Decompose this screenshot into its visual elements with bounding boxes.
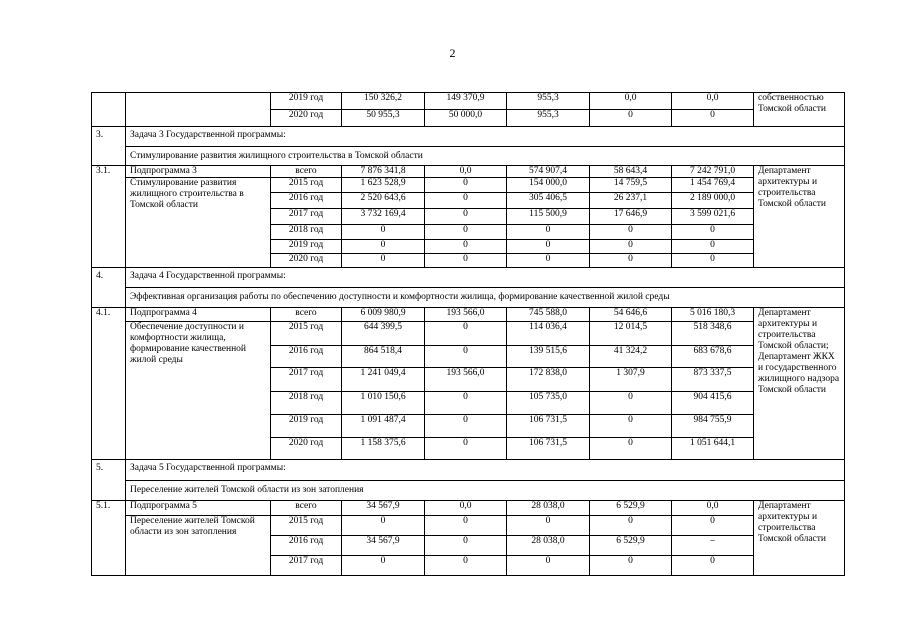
amount-cell: 115 500,9 [507,209,590,225]
amount-cell: 7 876 341,8 [342,166,425,178]
amount-cell: 114 036,4 [507,322,590,346]
year-cell: 2017 год [271,209,342,225]
amount-cell: 574 907,4 [507,166,590,178]
amount-cell: 193 566,0 [425,308,507,322]
amount-cell: 12 014,5 [590,322,672,346]
amount-cell: 5 016 180,3 [672,308,754,322]
amount-cell: 0 [507,225,590,240]
amount-cell: 17 646,9 [590,209,672,225]
amount-cell: 0 [425,178,507,193]
amount-cell: 0 [425,415,507,438]
amount-cell: 105 735,0 [507,392,590,415]
subprogram-name: Стимулирование развития жилищного строительства в Томской области [126,178,271,268]
amount-cell: 0 [590,392,672,415]
amount-cell: 0,0 [425,501,507,516]
amount-cell: 139 515,6 [507,346,590,368]
amount-cell: 0 [590,415,672,438]
amount-cell: 154 000,0 [507,178,590,193]
amount-cell: 41 324,2 [590,346,672,368]
amount-cell: 1 091 487,4 [342,415,425,438]
amount-cell: 106 731,5 [507,438,590,460]
year-cell: 2016 год [271,536,342,556]
year-cell: 2017 год [271,556,342,576]
amount-cell: 0 [425,209,507,225]
amount-cell: 0 [507,516,590,536]
amount-cell: 1 241 049,4 [342,368,425,392]
amount-cell: 305 406,5 [507,193,590,209]
table-row [92,501,845,516]
task-title: Задача 5 Государственной программы: [126,460,845,481]
amount-cell: 0 [425,556,507,576]
amount-cell: 0 [672,254,754,268]
amount-cell: 518 348,6 [672,322,754,346]
amount-cell: 1 051 644,1 [672,438,754,460]
year-cell: всего [271,501,342,516]
amount-cell: 1 158 375,6 [342,438,425,460]
amount-cell: 864 518,4 [342,346,425,368]
amount-cell: 0 [590,225,672,240]
amount-cell: 2 189 000,0 [672,193,754,209]
amount-cell: 6 009 980,9 [342,308,425,322]
amount-cell: 1 010 150,6 [342,392,425,415]
subprogram-number: 4.1. [92,308,126,460]
amount-cell: 745 588,0 [507,308,590,322]
program-table [91,92,845,576]
subprogram-number: 5.1. [92,501,126,576]
amount-cell: 0 [672,110,754,127]
amount-cell: 149 370,9 [425,93,507,110]
year-cell: 2015 год [271,322,342,346]
amount-cell: 150 326,2 [342,93,425,110]
amount-cell: 873 337,5 [672,368,754,392]
table-row [92,166,845,178]
amount-cell: 1 307,9 [590,368,672,392]
task-text: Переселение жителей Томской области из зон затопления [126,481,845,501]
year-cell: 2016 год [271,346,342,368]
year-cell: 2018 год [271,392,342,415]
table-row [92,516,845,536]
table-row [92,322,845,346]
amount-cell: 984 755,9 [672,415,754,438]
amount-cell: 0 [425,254,507,268]
task-number: 3. [92,127,126,166]
amount-cell: 0 [425,536,507,556]
amount-cell: 0 [672,556,754,576]
amount-cell: 955,3 [507,93,590,110]
task-text: Стимулирование развития жилищного строительства в Томской области [126,147,845,166]
amount-cell: 0,0 [672,93,754,110]
amount-cell: 193 566,0 [425,368,507,392]
amount-cell: 0 [590,110,672,127]
subprogram-label: Подпрограмма 5 [126,501,271,516]
amount-cell: 54 646,6 [590,308,672,322]
amount-cell: 1 454 769,4 [672,178,754,193]
amount-cell: 50 000,0 [425,110,507,127]
subprogram-number: 3.1. [92,166,126,268]
amount-cell: 0 [425,322,507,346]
amount-cell: 34 567,9 [342,501,425,516]
amount-cell: 644 399,5 [342,322,425,346]
name-cell [126,93,271,127]
task-title: Задача 4 Государственной программы: [126,268,845,288]
amount-cell: 0 [507,254,590,268]
amount-cell: 6 529,9 [590,501,672,516]
responsible-cell: Департамент архитектуры и строительства Томской области [754,501,845,576]
table-row [92,308,845,322]
year-cell: 2019 год [271,93,342,110]
task-number: 4. [92,268,126,308]
amount-cell: 0 [590,240,672,254]
amount-cell: 683 678,6 [672,346,754,368]
amount-cell: 0 [507,240,590,254]
amount-cell: 0 [425,392,507,415]
amount-cell: 0 [507,556,590,576]
amount-cell: 0 [342,240,425,254]
subprogram-label: Подпрограмма 3 [126,166,271,178]
task-number: 5. [92,460,126,501]
amount-cell: 904 415,6 [672,392,754,415]
task-title: Задача 3 Государственной программы: [126,127,845,147]
amount-cell: 0,0 [672,501,754,516]
amount-cell: 26 237,1 [590,193,672,209]
amount-cell: 0 [590,438,672,460]
amount-cell: 0 [425,193,507,209]
amount-cell: 0,0 [425,166,507,178]
amount-cell: 0 [342,254,425,268]
year-cell: 2015 год [271,178,342,193]
year-cell: всего [271,308,342,322]
task-text: Эффективная организация работы по обеспечению доступности и комфортности жилища, формирование качественной жилой среды [126,288,845,308]
amount-cell: 0 [425,438,507,460]
table-row [92,178,845,193]
amount-cell: 106 731,5 [507,415,590,438]
page-number: 2 [449,46,456,60]
amount-cell: 28 038,0 [507,536,590,556]
amount-cell: 0 [590,516,672,536]
amount-cell: 0 [672,225,754,240]
year-cell: всего [271,166,342,178]
amount-cell: 3 732 169,4 [342,209,425,225]
amount-cell: 0 [342,516,425,536]
amount-cell: 0 [342,556,425,576]
amount-cell: 172 838,0 [507,368,590,392]
amount-cell: 2 520 643,6 [342,193,425,209]
amount-cell: – [672,536,754,556]
year-cell: 2020 год [271,110,342,127]
amount-cell: 955,3 [507,110,590,127]
task-row [92,481,845,501]
responsible-cell: Департамент архитектуры и строительства Томской области [754,166,845,268]
year-cell: 2015 год [271,516,342,536]
amount-cell: 0 [672,516,754,536]
amount-cell: 34 567,9 [342,536,425,556]
amount-cell: 0 [672,240,754,254]
amount-cell: 7 242 791,0 [672,166,754,178]
task-row [92,288,845,308]
amount-cell: 0 [590,254,672,268]
task-row [92,460,845,481]
subprogram-label: Подпрограмма 4 [126,308,271,322]
year-cell: 2020 год [271,254,342,268]
task-row [92,268,845,288]
task-row [92,127,845,147]
amount-cell: 0 [590,556,672,576]
amount-cell: 28 038,0 [507,501,590,516]
responsible-cell: собственностью Томской области [754,93,845,127]
responsible-cell: Департамент архитектуры и строительства Томской области; Департамент ЖКХ и государственного жилищного надзора Томской области [754,308,845,460]
amount-cell: 14 759,5 [590,178,672,193]
table-row [92,93,845,110]
amount-cell: 0 [342,225,425,240]
subprogram-name: Обеспечение доступности и комфортности жилища, формирование качественной жилой среды [126,322,271,460]
num-cell [92,93,126,127]
amount-cell: 50 955,3 [342,110,425,127]
year-cell: 2017 год [271,368,342,392]
amount-cell: 6 529,9 [590,536,672,556]
year-cell: 2019 год [271,240,342,254]
year-cell: 2020 год [271,438,342,460]
amount-cell: 0 [425,346,507,368]
year-cell: 2016 год [271,193,342,209]
amount-cell: 0,0 [590,93,672,110]
amount-cell: 0 [425,225,507,240]
amount-cell: 1 623 528,9 [342,178,425,193]
amount-cell: 3 599 021,6 [672,209,754,225]
amount-cell: 0 [425,516,507,536]
amount-cell: 58 643,4 [590,166,672,178]
task-row [92,147,845,166]
year-cell: 2019 год [271,415,342,438]
subprogram-name: Переселение жителей Томской области из зон затопления [126,516,271,576]
amount-cell: 0 [425,240,507,254]
year-cell: 2018 год [271,225,342,240]
